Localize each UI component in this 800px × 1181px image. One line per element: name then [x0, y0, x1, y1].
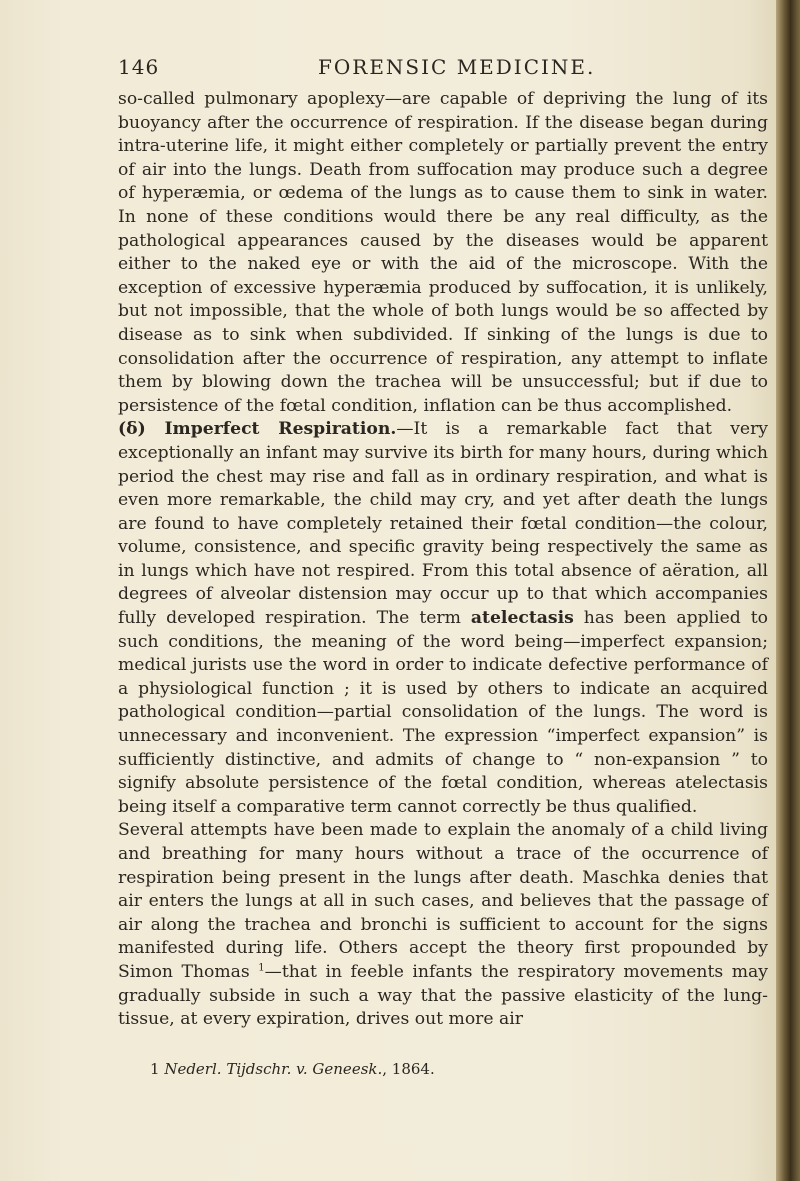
paragraph-continuation: so-called pulmonary apoplexy—are capable of depriving the lung of its buoyancy after the occurrence of respiration. If the disease began during intra-uterine life, it might either completely or partially prevent the entry of air into the lungs. Death from suffocation may produce such a degree of hyperæmia, or œdema of the lungs as to cause them to sink in water. In none of these conditions would there be any real difficulty, as the pathological appearances caused by the diseases would be apparent either to the naked eye or with the aid of the microscope. With the exception of excessive hyperæmia produced by suffocation, it is unlikely, but not impossible, that the whole of both lungs would be so affected by disease as to sink when subdivided. If sinking of the lungs is due to consolidation after the occurrence of respiration, any attempt to inflate them by blowing down the trachea will be unsuccessful; but if due to persistence of the fœtal condition, inflation can be thus accomplished. — [118, 89, 768, 416]
page-number: 146 — [118, 55, 160, 79]
page-header — [118, 55, 768, 85]
footnote-reference: 1 — [258, 962, 265, 974]
section-text-a: —It is a remarkable fact that very exceptionally an infant may survive its birth for many hours, during which period the chest may rise and fall as in ordinary respiration, and what is even more remarkable, the child may cry, and yet after death the lungs are found to have completely retained their fœtal condition—the colour, volume, consistence, and specific gravity being respectively the same as in lungs which have not respired. From this total absence of aëration, all degrees of alveolar distension may occur up to that which accompanies fully developed respiration. The term — [118, 419, 768, 629]
body-text — [118, 88, 768, 1032]
paragraph-3-text-a: Several attempts have been made to explain the anomaly of a child living and breathing for many hours without a trace of the occurrence of respiration being present in the lungs after death. Maschka denies that air enters the lungs at all in such cases, and believes that the passage of air along the trachea and bronchi is sufficient to account for the signs manifested during life. Others accept the theory first propounded by Simon Thomas — [118, 820, 768, 982]
book-binding-edge — [776, 0, 800, 1181]
section-heading: (δ) Imperfect Respiration. — [118, 419, 397, 440]
footnote — [150, 1060, 435, 1078]
running-title: FORENSIC MEDICINE. — [318, 55, 596, 79]
section-text-b: has been applied to such conditions, the meaning of the word being—imperfect expansion; medical jurists use the word in order to indicate defective performance of a physiological function ; it is used by others to indicate an acquired pathological condition—partial consolidation of the lungs. The word is unnecessary and inconvenient. The expression “imperfect expansion” is sufficiently distinctive, and admits of change to “ non-expansion ” to signify absolute persistence of the fœtal condition, whereas atelectasis being itself a comparative term cannot correctly be thus qualified. — [118, 608, 768, 817]
paragraph-3-text-b: —that in feeble infants the respiratory movements may gradually subside in such a way that the passive elasticity of the lung-tissue, at every expiration, drives out more air — [118, 961, 768, 1030]
footnote-number: 1 — [150, 1060, 160, 1078]
term-atelectasis: atelectasis — [470, 608, 574, 629]
footnote-year: , 1864. — [382, 1060, 435, 1078]
paragraph-anomaly — [118, 819, 768, 1031]
footnote-source: Nederl. Tijdschr. v. Geneesk. — [164, 1060, 383, 1078]
paragraph-imperfect-respiration — [118, 418, 768, 819]
